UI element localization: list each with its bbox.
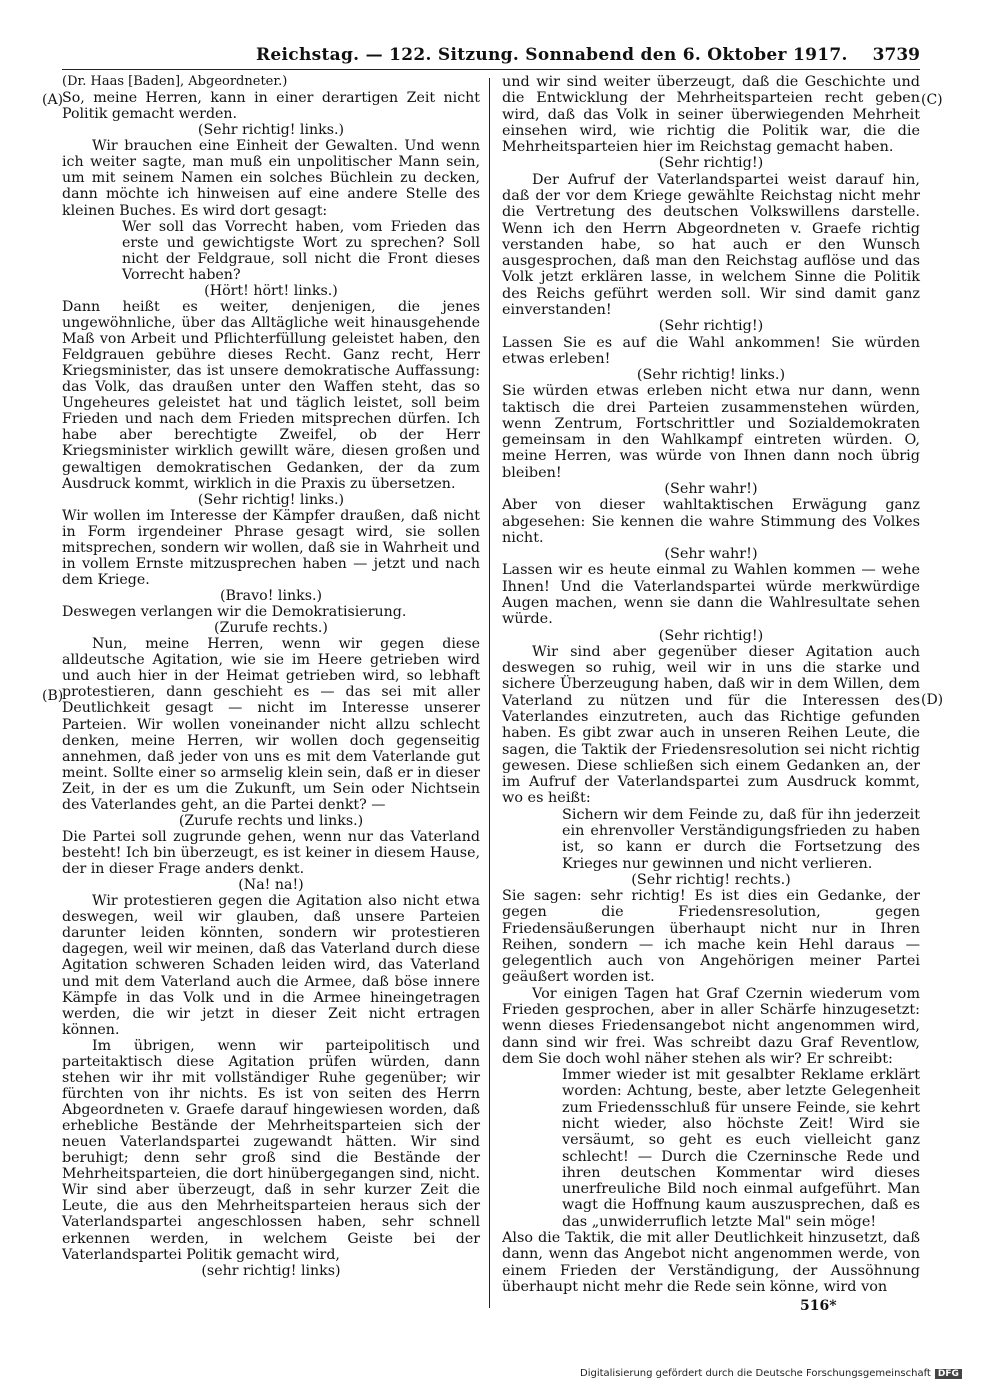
interjection: (Sehr wahr!) <box>664 481 758 498</box>
paragraph: Also die Taktik, die mit aller Deutlichkeit hinzusetzt, daß dann, wenn das Angebot nicht angenommen werde, von einem Frieden der Verständigung, der Aussöhnung überhaupt nicht mehr die Rede sein könne, wird von <box>502 1229 920 1295</box>
margin-mark-d: (D) <box>921 692 944 708</box>
paragraph: Wir wollen im Interesse der Kämpfer draußen, daß nicht in Form irgendeiner Phrase gesagt wird, sie sollen mitsprechen, sondern wir wollen, daß sie in Wahrheit und in vollem Ernste mitzusprechen haben — jetzt und nach dem Kriege. <box>62 507 480 588</box>
paragraph: Vor einigen Tagen hat Graf Czernin wiederum vom Frieden gesprochen, aber in aller Schärfe hinzugesetzt: wenn dieses Friedensangebot nicht angenommen wird, dann sind wir frei. Was schreibt dazu Graf Reventlow, dem Sie doch wohl näher stehen als wir? Er schreibt: <box>502 985 920 1067</box>
quotation: Sichern wir dem Feinde zu, daß für ihn jederzeit ein ehrenvoller Verständigungsfrieden zu haben ist, so kann er durch die Fortsetzung des Krieges nur gewinnen und nicht verlieren. <box>562 806 920 872</box>
signature-mark: 516* <box>800 1298 837 1314</box>
paragraph: Die Partei soll zugrunde gehen, wenn nur das Vaterland besteht! Ich bin überzeugt, es ist keiner in diesem Hause, der in dieser Frage anders denkt. <box>62 828 480 878</box>
quotation: Wer soll das Vorrecht haben, vom Frieden das erste und gewichtigste Wort zu sprechen? Soll nicht der Feldgraue, soll nicht die Front dieses Vorrecht haben? <box>122 218 480 283</box>
interjection: (sehr richtig! links) <box>201 1262 341 1279</box>
interjection: (Sehr richtig!) <box>658 627 764 644</box>
interjection: (Na! na!) <box>238 877 304 894</box>
paragraph: Nun, meine Herren, wenn wir gegen diese alldeutsche Agitation, wie sie im Heere getrieben wird und auch hier in der Heimat getrieben wird, so lebhaft protestieren, dann geschieht es — das sei mit aller Deutlichkeit gesagt — nicht im Interesse unserer Parteien. Wir wollen voneinander nicht allzu schlecht denken, meine Herren, wir wollen doch gegenseitig annehmen, daß jeder von uns es mit dem Vaterlande gut meint. Sollte einer so armselig klein sein, daß er in dieser Zeit, in der es um die Zukunft, um Sein oder Nichtsein des Vaterlandes geht, an die Partei denkt? — <box>62 636 480 813</box>
paragraph: Deswegen verlangen wir die Demokratisierung. <box>62 604 407 621</box>
left-column <box>62 74 480 1279</box>
paragraph: Lassen wir es heute einmal zu Wahlen kommen — wehe Ihnen! Und die Vaterlandspartei würde merkwürdige Augen machen, wenn sie dann die Wahlresultate sehen würde. <box>502 562 920 628</box>
paragraph: Sie sagen: sehr richtig! Es ist dies ein Gedanke, der gegen die Friedensresolution, gegen Friedensäußerungen überhaupt nicht nur in Ihren Reihen, sondern — ich mache kein Hehl daraus — gelegentlich auch von Angehörigen meiner Partei geäußert worden ist. <box>502 888 920 986</box>
interjection: (Sehr richtig!) <box>658 318 764 335</box>
paragraph: Lassen Sie es auf die Wahl ankommen! Sie würden etwas erleben! <box>502 334 920 367</box>
paragraph: Aber von dieser wahltaktischen Erwägung ganz abgesehen: Sie kennen die wahre Stimmung des Volkes nicht. <box>502 497 920 546</box>
interjection: (Bravo! links.) <box>219 588 323 604</box>
page-header <box>62 45 920 70</box>
footer-credit <box>580 1368 962 1379</box>
paragraph: Wir brauchen eine Einheit der Gewalten. Und wenn ich weiter sagte, man muß ein unpolitischer Mann sein, um mit seinem Namen ein solches Büchlein zu decken, dann möchte ich hinweisen auf eine andere Stelle des kleinen Buches. Es wird dort gesagt: <box>62 138 480 219</box>
margin-mark-a: (A) <box>42 92 64 108</box>
interjection: (Zurufe rechts.) <box>214 620 328 637</box>
paragraph: So, meine Herren, kann in einer derartigen Zeit nicht Politik gemacht werden. <box>62 90 480 123</box>
paragraph: Dann heißt es weiter, denjenigen, die jenes ungewöhnliche, über das Alltägliche weit hinausgehende Maß von Arbeit und Pflichterfüllung geleistet haben, den Feldgrauen gebühre dieses Recht. Ganz recht, Herr Kriegsminister, das ist unsere demokratische Auffassung: das Volk, das draußen unter den Waffen steht, das so Ungeheures geleistet hat und täglich leistet, soll beim Frieden und nach dem Frieden mitsprechen dürfen. Ich habe aber berechtigte Zweifel, ob der Herr Kriegsminister wirklich gewillt wäre, diesen großen und gewaltigen demokratischen Gedanken, der da zum Ausdruck kommt, wirklich in die Praxis zu übersetzen. <box>62 298 480 492</box>
margin-mark-b: (B) <box>42 688 64 704</box>
interjection: (Sehr richtig!) <box>658 155 764 172</box>
interjection: (Sehr richtig! rechts.) <box>631 871 791 888</box>
interjection: (Sehr richtig! links.) <box>197 491 345 508</box>
interjection: (Zurufe rechts und links.) <box>178 812 364 829</box>
interjection: (Sehr richtig! links.) <box>197 122 345 139</box>
dfg-logo: DFG <box>935 1369 962 1379</box>
page-number: 3739 <box>872 45 920 65</box>
speaker-line: (Dr. Haas [Baden], Abgeordneter.) <box>62 74 288 89</box>
paragraph: Wir sind aber gegenüber dieser Agitation auch deswegen so ruhig, weil wir in uns die starke und sichere Überzeugung haben, daß wir in dem Willen, dem Vaterland zu nützen und für die Interessen des Vaterlandes einzutreten, auch das Richtige gefunden haben. Es gibt zwar auch in unseren Reihen Leute, die sagen, die Taktik der Friedensresolution sei nicht richtig gewesen. Diese schließen sich einem Gedanken an, der im Aufruf der Vaterlandspartei zum Ausdruck kommt, wo es heißt: <box>502 643 920 807</box>
paragraph: und wir sind weiter überzeugt, daß die Geschichte und die Entwicklung der Mehrheitsparteien recht geben wird, daß das Volk in seiner überwiegenden Mehrheit einsehen wird, wie richtig die Politik war, die die Mehrheitsparteien hier im Reichstag gemacht haben. <box>502 74 920 156</box>
footer-credit-text: Digitalisierung gefördert durch die Deutsche Forschungsgemeinschaft <box>580 1368 931 1379</box>
margin-mark-c: (C) <box>921 92 943 108</box>
paragraph: Sie würden etwas erleben nicht etwa nur dann, wenn taktisch die drei Parteien zusammenstehen würden, wenn Zentrum, Fortschrittler und Sozialdemokraten gemeinsam in den Wahlkampf eintreten würden. O, meine Herren, was würde von Ihnen dann noch übrig bleiben! <box>502 383 920 481</box>
running-title: Reichstag. — 122. Sitzung. Sonnabend den 6. Oktober 1917. <box>256 45 848 65</box>
interjection: (Sehr richtig! links.) <box>636 367 786 384</box>
paragraph: Wir protestieren gegen die Agitation also nicht etwa deswegen, weil wir glauben, daß unsere Parteien darunter leiden könnten, sondern wir protestieren dagegen, weil wir meinen, daß das Vaterland durch diese Agitation schweren Schaden leiden wird, das Vaterland und mit dem Vaterland auch die Armee, daß böse innere Kämpfe in das Volk und in die Armee hineingetragen werden, die wir jetzt in dieser Zeit nicht ertragen können. <box>62 893 480 1038</box>
paragraph: Der Aufruf der Vaterlandspartei weist darauf hin, daß der vor dem Kriege gewählte Reichstag nicht mehr die Vertretung des deutschen Volkswillens darstelle. Wenn ich den Herrn Abgeordneten v. Graefe richtig verstanden habe, so hat auch er den Wunsch ausgesprochen, daß man den Reichstag auflöse und das Volk jetzt erklären lasse, in welchem Sinne die Politik des Reichs geführt werden soll. Wir sind damit ganz einverstanden! <box>502 171 920 318</box>
quotation: Immer wieder ist mit gesalbter Reklame erklärt worden: Achtung, beste, aber letzte Gelegenheit zum Friedensschluß für unsere Feinde, sie kehrt nicht wieder, also höchste Zeit! Wird sie versäumt, so geht es euch vielleicht ganz schlecht! — Durch die Czerninsche Rede und ihren deutschen Kommentar wird dieses unerfreuliche Bild noch einmal aufgeführt. Man wagt die Hoffnung kaum auszusprechen, daß es das „unwiderruflich letzte Mal" sein möge! <box>562 1067 920 1230</box>
interjection: (Hört! hört! links.) <box>204 282 338 299</box>
column-divider <box>489 78 490 1308</box>
paragraph: Im übrigen, wenn wir parteipolitisch und parteitaktisch diese Agitation prüfen würden, dann stehen wir ihr mit vollständiger Ruhe gegenüber; wir fürchten von ihr nichts. Es ist von seiten des Herrn Abgeordneten v. Graefe darauf hingewiesen worden, daß erhebliche Bestände der Mehrheitsparteien sich der neuen Vaterlandspartei zugewandt hätten. Wir sind beruhigt; denn sehr groß sind die Bestände der Mehrheitsparteien, die dort hinübergegangen sind, nicht. Wir sind aber überzeugt, daß in sehr kurzer Zeit die Leute, die aus den Mehrheitsparteien heraus sich der Vaterlandspartei angeschlossen haben, sehr schnell erkennen werden, in welchem Geiste bei der Vaterlandspartei Politik gemacht wird, <box>62 1037 480 1263</box>
right-column <box>502 74 920 1295</box>
interjection: (Sehr wahr!) <box>664 546 758 563</box>
